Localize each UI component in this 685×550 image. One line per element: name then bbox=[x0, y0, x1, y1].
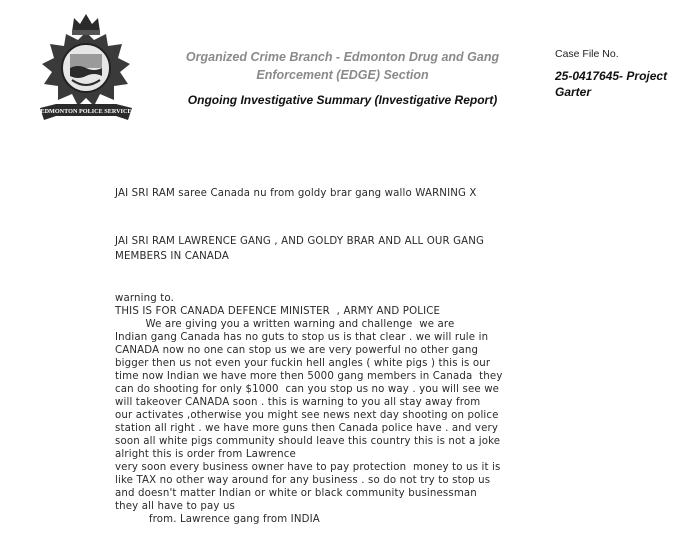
letter-line: very soon every business owner have to pay protection money to us it is bbox=[115, 462, 501, 473]
case-file-line-2: Garter bbox=[555, 85, 592, 99]
letter-line: JAI SRI RAM LAWRENCE GANG , AND GOLDY BRAR AND ALL OUR GANG bbox=[115, 236, 485, 247]
letter-line: alright this is order from Lawrence bbox=[115, 449, 296, 460]
header-title-line-2: Enforcement (EDGE) Section bbox=[256, 68, 429, 82]
case-file-number bbox=[555, 68, 680, 100]
letter-line-warning: JAI SRI RAM saree Canada nu from goldy brar gang wallo WARNING X bbox=[115, 188, 477, 199]
case-file-label: Case File No. bbox=[555, 48, 619, 60]
letter-line: can do shooting for only $1000 can you stop us no way . you will see we bbox=[115, 384, 500, 395]
letter-line: Indian gang Canada has no guts to stop us is that clear . we will rule in bbox=[115, 332, 489, 343]
letter-line: will takeover CANADA soon . this is warning to you all stay away from bbox=[115, 397, 481, 408]
letter-line: like TAX no other way around for any business . so do not try to stop us bbox=[115, 475, 491, 486]
edmonton-police-crest-logo bbox=[36, 10, 136, 128]
letter-line: MEMBERS IN CANADA bbox=[115, 251, 229, 262]
letter-line: station all right . we have more guns then Canada police have . and very bbox=[115, 423, 499, 434]
letter-signoff: from. Lawrence gang from INDIA bbox=[115, 514, 320, 525]
letter-line: and doesn't matter Indian or white or black community businessman bbox=[115, 488, 477, 499]
letter-line: bigger then us not even your fuckin hell angles ( white pigs ) this is our bbox=[115, 358, 491, 369]
letter-line: CANADA now no one can stop us we are very powerful no other gang bbox=[115, 345, 479, 356]
letter-paragraph-gang bbox=[115, 234, 560, 264]
letter-line: they all have to pay us bbox=[115, 501, 236, 512]
letter-line: THIS IS FOR CANADA DEFENCE MINISTER , ARMY AND POLICE bbox=[115, 306, 441, 317]
letter-line: warning to. bbox=[115, 293, 174, 304]
letter-paragraph-warning bbox=[115, 292, 560, 526]
case-file-line-1: 25-0417645- Project bbox=[555, 69, 668, 83]
letter-line: time now Indian we have more then 5000 gang members in Canada they bbox=[115, 371, 503, 382]
report-subtitle: Ongoing Investigative Summary (Investigative Report) bbox=[187, 93, 498, 107]
letter-line: our activates ,otherwise you might see news next day shooting on police bbox=[115, 410, 499, 421]
header-title-line-1: Organized Crime Branch - Edmonton Drug and Gang bbox=[185, 50, 500, 64]
letter-line: soon all white pigs community should leave this country this is not a joke bbox=[115, 436, 501, 447]
letter-line: We are giving you a written warning and challenge we are bbox=[115, 319, 455, 330]
crest-banner-text: EDMONTON POLICE SERVICE bbox=[40, 108, 132, 115]
report-header-title bbox=[170, 48, 515, 84]
